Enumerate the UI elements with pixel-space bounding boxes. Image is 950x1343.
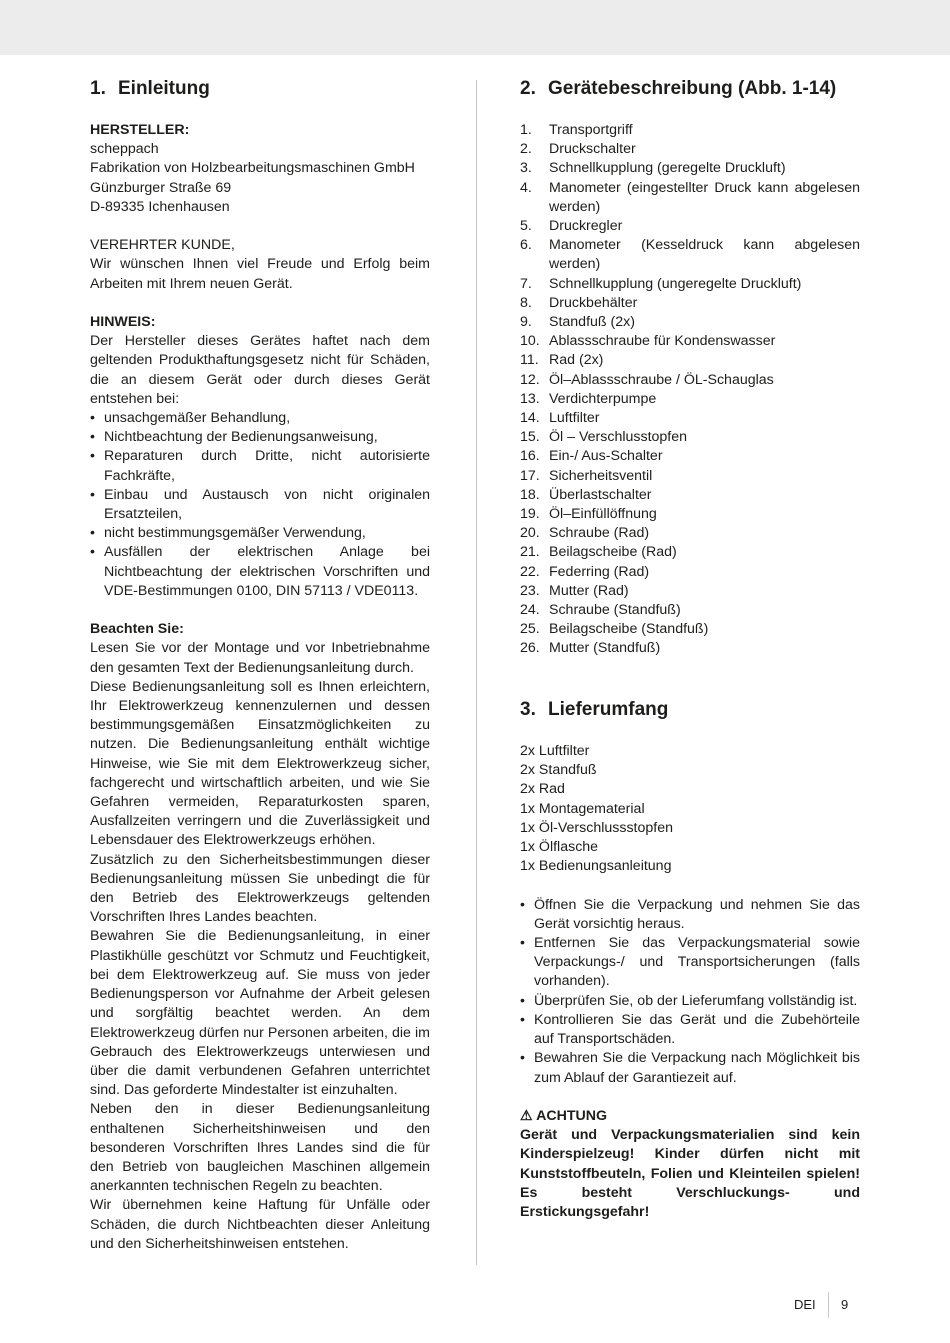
warning-icon: ⚠	[520, 1107, 533, 1124]
list-item-number: 19.	[520, 506, 540, 523]
attention-paragraph: Zusätzlich zu den Sicherheitsbestimmungen dieser Bedienungsanleitung müssen Sie unbedingt die für den Betrieb des Elektrowerkzeugs geltenden Vorschriften Ihres Landes beachten.	[90, 851, 430, 926]
list-item	[520, 294, 860, 313]
list-item: • Entfernen Sie das Verpackungsmaterial sowie Verpackungs-/ und Transportsicherungen (falls vorhanden).	[520, 934, 860, 992]
list-item	[520, 601, 860, 620]
section1-heading	[90, 76, 430, 102]
list-item-number: 17.	[520, 467, 540, 484]
list-item-number: 3.	[520, 160, 532, 177]
manufacturer-line: scheppach	[90, 141, 159, 158]
list-item: 2x Rad	[520, 781, 565, 798]
page-number: 9	[841, 1297, 849, 1312]
list-item-text: Ein-/ Aus-Schalter	[549, 448, 663, 465]
list-item	[520, 332, 860, 351]
section3-title: Lieferumfang	[548, 699, 669, 721]
list-item-text: Schraube (Standfuß)	[549, 602, 681, 619]
list-item	[520, 217, 860, 236]
list-item-text: Überlastschalter	[549, 486, 652, 503]
list-item: • Nichtbeachtung der Bedienungsanweisung,	[90, 428, 430, 447]
list-item: 2x Luftfilter	[520, 743, 590, 760]
list-item: • unsachgemäßer Behandlung,	[90, 409, 430, 428]
left-column	[90, 76, 430, 1254]
list-item-number: 11.	[520, 352, 539, 369]
list-item	[520, 313, 860, 332]
footer-language-code: DEI	[794, 1297, 816, 1312]
parts-list	[520, 121, 860, 659]
column-divider	[476, 80, 477, 1265]
notice-list	[90, 409, 430, 601]
list-item-text: Mutter (Standfuß)	[549, 640, 661, 657]
list-item-text: Druckschalter	[549, 141, 636, 158]
list-item-number: 10.	[520, 333, 540, 350]
section3-number: 3.	[520, 699, 536, 721]
list-item-text: Transportgriff	[549, 122, 633, 138]
list-item-text: Öl–Einfüllöffnung	[549, 506, 657, 523]
list-item	[520, 447, 860, 466]
section2-number: 2.	[520, 78, 536, 99]
list-item-number: 26.	[520, 640, 540, 657]
notice-label: HINWEIS:	[90, 314, 156, 330]
header-bar	[0, 0, 950, 55]
list-item	[520, 505, 860, 524]
attention-paragraph: Bewahren Sie die Bedienungsanleitung, in einer Plastikhülle geschützt vor Schmutz und Feuchtigkeit, bei dem Elektrowerkzeug auf. Sie muss von jeder Bedienungsperson vor Aufnahme der Arbeit gelesen und sorgfältig beachtet werden. An dem Elektrowerkzeug dürfen nur Personen arbeiten, die im Gebrauch des Elektrowerkzeugs unterwiesen und über die damit verbundenen Gefahren unterrichtet sind. Das geforderte Mindestalter ist einzuhalten.	[90, 928, 430, 1099]
list-item	[520, 467, 860, 486]
attention-paragraph: Wir übernehmen keine Haftung für Unfälle oder Schäden, die durch Nichtbeachten dieser Anleitung und den Sicherheitshinweisen entstehen.	[90, 1197, 430, 1252]
section1-number: 1.	[90, 78, 106, 99]
list-item-text: Schraube (Rad)	[549, 525, 650, 542]
list-item: 1x Öl-Verschlussstopfen	[520, 819, 673, 836]
list-item	[520, 351, 860, 370]
list-item-text: Mutter (Rad)	[549, 582, 629, 599]
list-item	[520, 428, 860, 447]
list-item-text: Öl – Verschlusstopfen	[549, 429, 688, 446]
list-item	[520, 179, 860, 217]
list-item	[520, 486, 860, 505]
section2-title: Gerätebeschreibung (Abb. 1-14)	[548, 78, 837, 99]
list-item: 2x Standfuß	[520, 762, 597, 779]
list-item-number: 24.	[520, 602, 540, 619]
customer-text: Wir wünschen Ihnen viel Freude und Erfolg beim Arbeiten mit Ihrem neuen Gerät.	[90, 256, 430, 292]
list-item-number: 5.	[520, 218, 532, 235]
list-item: 1x Ölflasche	[520, 839, 599, 856]
list-item-number: 23.	[520, 582, 540, 599]
manufacturer-line: Günzburger Straße 69	[90, 179, 232, 196]
list-item-number: 9.	[520, 314, 532, 331]
list-item	[520, 620, 860, 639]
list-item-text: Schnellkupplung (geregelte Druckluft)	[549, 160, 786, 177]
list-item-text: Beilagscheibe (Standfuß)	[549, 621, 709, 638]
list-item-number: 21.	[520, 544, 540, 561]
list-item-number: 14.	[520, 410, 540, 427]
list-item-number: 25.	[520, 621, 540, 638]
warning-text: Gerät und Verpackungsmaterialien sind kein Kinderspielzeug! Kinder dürfen nicht mit Kunststoffbeuteln, Folien und Kleinteilen spielen! Es besteht Verschluckungs- und Erstickungsgefahr!	[520, 1127, 860, 1220]
list-item-text: Manometer (eingestellter Druck kann abgelesen werden)	[549, 179, 860, 215]
list-item-text: Verdichterpumpe	[549, 390, 657, 407]
manufacturer-line: D-89335 Ichenhausen	[90, 198, 230, 215]
list-item-text: Sicherheitsventil	[549, 467, 653, 484]
list-item-number: 20.	[520, 525, 540, 542]
list-item-number: 12.	[520, 371, 540, 388]
list-item: 1x Bedienungsanleitung	[520, 858, 672, 875]
right-column	[520, 76, 860, 1222]
list-item: • Überprüfen Sie, ob der Lieferumfang vollständig ist.	[520, 992, 860, 1011]
list-item-number: 22.	[520, 563, 540, 580]
section3-heading	[520, 697, 860, 723]
list-item: 1x Montagematerial	[520, 800, 645, 817]
list-item: • Reparaturen durch Dritte, nicht autorisierte Fachkräfte,	[90, 447, 430, 485]
list-item	[520, 390, 860, 409]
list-item	[520, 236, 860, 274]
list-item: • Einbau und Austausch von nicht originalen Ersatzteilen,	[90, 486, 430, 524]
list-item: • Öffnen Sie die Verpackung und nehmen Sie das Gerät vorsichtig heraus.	[520, 896, 860, 934]
list-item: • Kontrollieren Sie das Gerät und die Zubehörteile auf Transportschäden.	[520, 1011, 860, 1049]
list-item-text: Ablassschraube für Kondenswasser	[549, 333, 776, 350]
list-item-number: 6.	[520, 237, 532, 254]
manufacturer-label: HERSTELLER:	[90, 122, 190, 138]
list-item-number: 15.	[520, 429, 540, 446]
list-item	[520, 121, 860, 140]
list-item-number: 4.	[520, 179, 532, 196]
delivery-contents	[520, 742, 860, 876]
attention-paragraph: Lesen Sie vor der Montage und vor Inbetriebnahme den gesamten Text der Bedienungsanleitung durch.	[90, 640, 430, 676]
list-item-text: Öl–Ablassschraube / ÖL-Schauglas	[549, 371, 774, 388]
list-item-number: 18.	[520, 486, 540, 503]
manufacturer-line: Fabrikation von Holzbearbeitungsmaschinen GmbH	[90, 160, 415, 177]
list-item	[520, 159, 860, 178]
section2-heading	[520, 76, 860, 102]
list-item-text: Federring (Rad)	[549, 563, 650, 580]
list-item	[520, 582, 860, 601]
list-item	[520, 275, 860, 294]
list-item-text: Standfuß (2x)	[549, 314, 635, 331]
list-item-number: 8.	[520, 294, 532, 311]
attention-paragraph: Diese Bedienungsanleitung soll es Ihnen erleichtern, Ihr Elektrowerkzeug kennenzulernen und dessen bestimmungsgemäßen Einsatzmöglichkeiten zu nutzen. Die Bedienungsanleitung enthält wichtige Hinweise, wie Sie mit dem Elektrowerkzeug sicher, fachgerecht und wirtschaftlich arbeiten, und wie Sie Gefahren vermeiden, Reparaturkosten sparen, Ausfallzeiten verringern und die Zuverlässigkeit und Lebensdauer des Elektrowerkzeugs erhöhen.	[90, 678, 430, 849]
list-item	[520, 140, 860, 159]
warning-heading	[520, 1107, 860, 1126]
list-item-text: Schnellkupplung (ungeregelte Druckluft)	[549, 275, 802, 292]
list-item-text: Manometer (Kesseldruck kann abgelesen werden)	[549, 237, 860, 273]
warning-title: ACHTUNG	[536, 1107, 608, 1124]
customer-label: VEREHRTER KUNDE,	[90, 237, 235, 254]
list-item-text: Rad (2x)	[549, 352, 604, 369]
list-item	[520, 371, 860, 390]
list-item-text: Druckregler	[549, 218, 623, 235]
unpacking-steps	[520, 896, 860, 1088]
attention-label: Beachten Sie:	[90, 621, 184, 638]
attention-paragraph: Neben den in dieser Bedienungsanleitung enthaltenen Sicherheitshinweisen und den besonderen Vorschriften Ihres Landes sind die für den Betrieb von baugleichen Maschinen allgemein anerkannten technischen Regeln zu beachten.	[90, 1101, 430, 1195]
list-item-text: Beilagscheibe (Rad)	[549, 544, 677, 561]
list-item: • Bewahren Sie die Verpackung nach Möglichkeit bis zum Ablauf der Garantiezeit auf.	[520, 1049, 860, 1087]
list-item	[520, 409, 860, 428]
list-item-number: 7.	[520, 275, 532, 292]
section1-title: Einleitung	[118, 78, 210, 99]
list-item-text: Luftfilter	[549, 410, 600, 427]
list-item: • nicht bestimmungsgemäßer Verwendung,	[90, 524, 430, 543]
list-item-number: 16.	[520, 448, 540, 465]
notice-text: Der Hersteller dieses Gerätes haftet nach dem geltenden Produkthaftungsgesetz nicht für Schäden, die an diesem Gerät oder durch dieses Gerät entstehen bei:	[90, 333, 430, 407]
list-item: • Ausfällen der elektrischen Anlage bei Nichtbeachtung der elektrischen Vorschriften und VDE-Bestimmungen 0100, DIN 57113 / VDE0113.	[90, 543, 430, 601]
list-item	[520, 524, 860, 543]
list-item-number: 1.	[520, 122, 532, 138]
list-item	[520, 543, 860, 562]
list-item-number: 13.	[520, 390, 540, 407]
footer-divider	[828, 1292, 829, 1318]
list-item	[520, 563, 860, 582]
list-item	[520, 639, 860, 658]
list-item-text: Druckbehälter	[549, 294, 638, 311]
list-item-number: 2.	[520, 141, 532, 158]
